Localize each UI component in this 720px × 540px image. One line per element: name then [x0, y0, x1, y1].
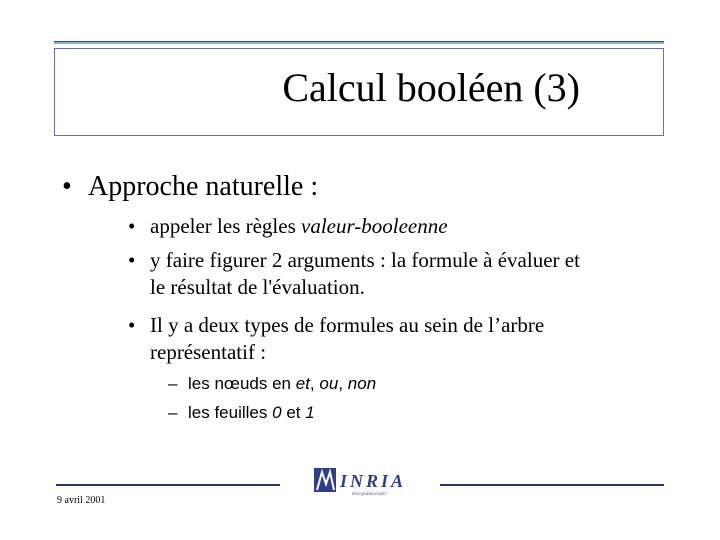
nodes-non: non: [347, 374, 377, 393]
leaves-one: 1: [305, 403, 315, 422]
footer-rule-left: [56, 484, 280, 486]
dash-icon: –: [168, 403, 178, 422]
slide-title: Calcul booléen (3): [282, 65, 580, 110]
leaves-prefix: les feuilles: [188, 403, 273, 422]
sub-bullet-2-line1: y faire figurer 2 arguments : la formule à évaluer et: [150, 248, 580, 272]
sub-bullet-2: [128, 247, 668, 301]
bullet-icon: •: [128, 248, 136, 272]
inria-logo: [312, 466, 422, 496]
sub-bullet-1: [128, 213, 668, 240]
bullet-icon: •: [128, 313, 136, 337]
nodes-comma-2: ,: [338, 374, 344, 393]
main-bullet: [62, 170, 318, 204]
sub-bullet-3-line2: représentatif :: [150, 340, 267, 364]
sub-bullet-3-line1: Il y a deux types de formules au sein de l’arbre: [150, 313, 545, 337]
level3-item-leaves: [168, 402, 315, 424]
main-bullet-text: Approche naturelle :: [88, 171, 319, 202]
nodes-prefix: les nœuds en: [188, 374, 296, 393]
nodes-et: et: [295, 374, 310, 393]
sub-bullet-1-text: appeler les règles: [150, 214, 302, 238]
bullet-icon: •: [62, 171, 72, 202]
footer-date: 9 avril 2001: [57, 495, 106, 506]
title-top-rule: [54, 41, 664, 44]
leaves-zero: 0: [272, 403, 282, 422]
leaves-et: et: [286, 403, 301, 422]
nodes-comma-1: ,: [309, 374, 315, 393]
footer-rule-right: [440, 484, 664, 486]
dash-icon: –: [168, 374, 178, 393]
sub-bullet-1-italic: valeur-booleenne: [301, 214, 448, 238]
logo-subtext: ROCQUENCOURT: [352, 491, 387, 496]
bullet-icon: •: [128, 214, 136, 238]
sub-bullet-3: [128, 312, 668, 366]
logo-text: INRIA: [340, 471, 407, 491]
nodes-ou: ou: [319, 374, 339, 393]
level3-item-nodes: [168, 373, 376, 395]
sub-bullet-2-line2: le résultat de l'évaluation.: [150, 275, 365, 299]
